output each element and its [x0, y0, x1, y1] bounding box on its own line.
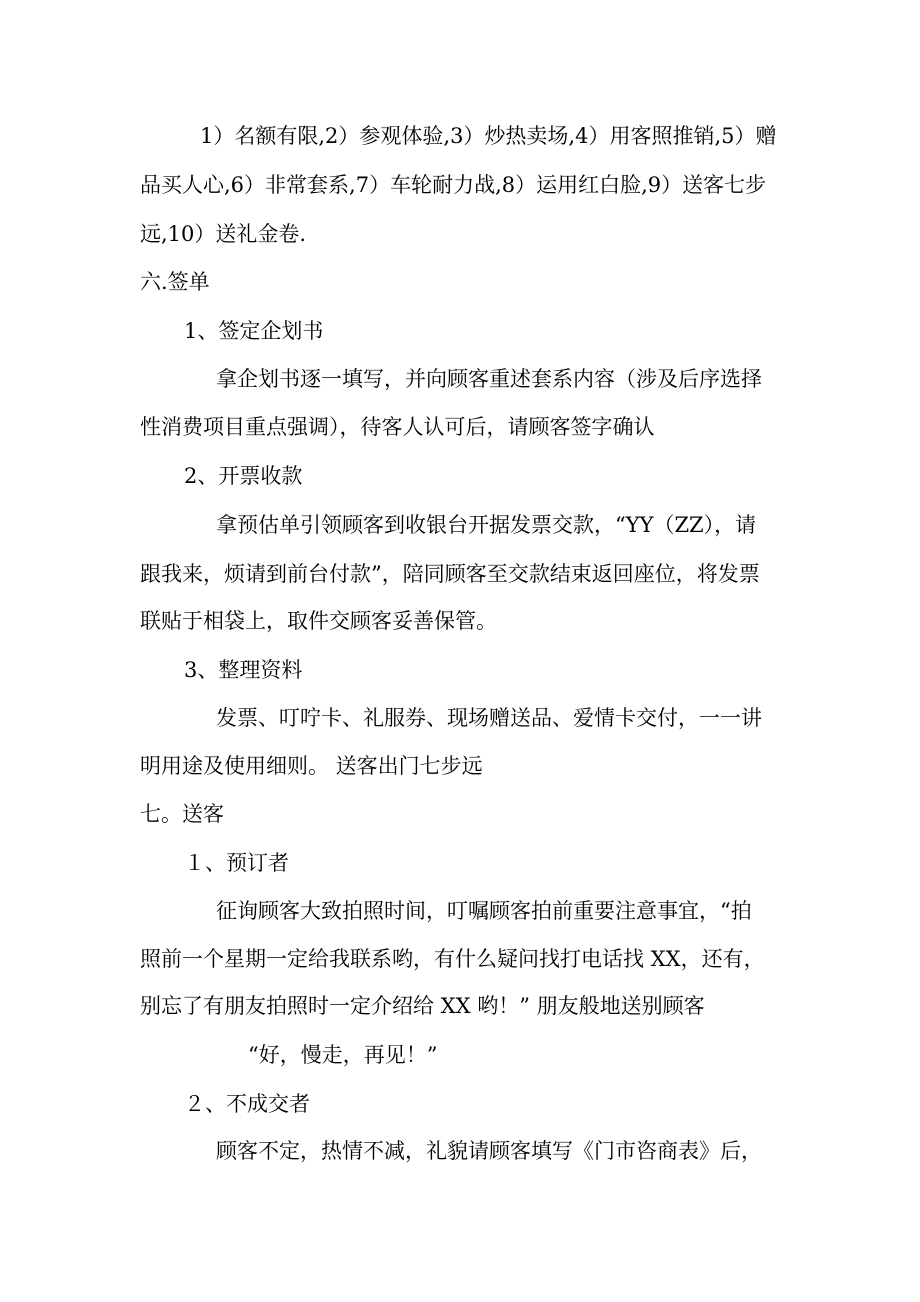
list-strategies-line-3: 远,10）送礼金卷. [140, 222, 307, 246]
paragraph-booked-line-2: 照前一个星期一定给我联系哟，有什么疑问找打电话找 XX，还有， [140, 947, 765, 971]
subheading-sign-plan: 1、签定企划书 [184, 319, 324, 343]
paragraph-invoice-line-1: 拿预估单引领顾客到收银台开据发票交款，“YY（ZZ），请 [216, 513, 757, 537]
subheading-organize-materials: 3、整理资料 [184, 658, 303, 682]
subheading-booked-customers: １、预订者 [184, 851, 289, 875]
paragraph-materials-line-2: 明用途及使用细则。 送客出门七步远 [140, 754, 483, 778]
section-heading-see-off: 七。送客 [140, 802, 224, 826]
paragraph-sign-plan-line-2: 性消费项目重点强调），待客人认可后，请顾客签字确认 [140, 415, 655, 439]
list-strategies-line-1: 1）名额有限,2）参观体验,3）炒热卖场,4）用客照推销,5）赠 [200, 124, 777, 148]
paragraph-invoice-line-3: 联贴于相袋上，取件交顾客妥善保管。 [140, 609, 497, 633]
paragraph-materials-line-1: 发票、叮咛卡、礼服券、现场赠送品、爱情卡交付，一一讲 [216, 706, 762, 730]
list-strategies-line-2: 品买人心,6）非常套系,7）车轮耐力战,8）运用红白脸,9）送客七步 [140, 173, 767, 197]
subheading-invoice-payment: 2、开票收款 [184, 464, 303, 488]
quote-farewell: “好，慢走，再见！” [248, 1043, 438, 1067]
subheading-non-deal-customers: ２、不成交者 [184, 1092, 310, 1116]
paragraph-non-deal-line-1: 顾客不定，热情不减，礼貌请顾客填写《门市咨商表》后， [216, 1139, 762, 1163]
paragraph-booked-line-3: 别忘了有朋友拍照时一定介绍给 XX 哟！” 朋友般地送别顾客 [140, 994, 705, 1018]
paragraph-sign-plan-line-1: 拿企划书逐一填写，并向顾客重述套系内容（涉及后序选择 [216, 367, 762, 391]
paragraph-booked-line-1: 征询顾客大致拍照时间，叮嘱顾客拍前重要注意事宜，“拍 [216, 899, 752, 923]
paragraph-invoice-line-2: 跟我来，烦请到前台付款”，陪同顾客至交款结束返回座位，将发票 [140, 562, 760, 586]
section-heading-sign-order: 六.签单 [140, 270, 210, 294]
